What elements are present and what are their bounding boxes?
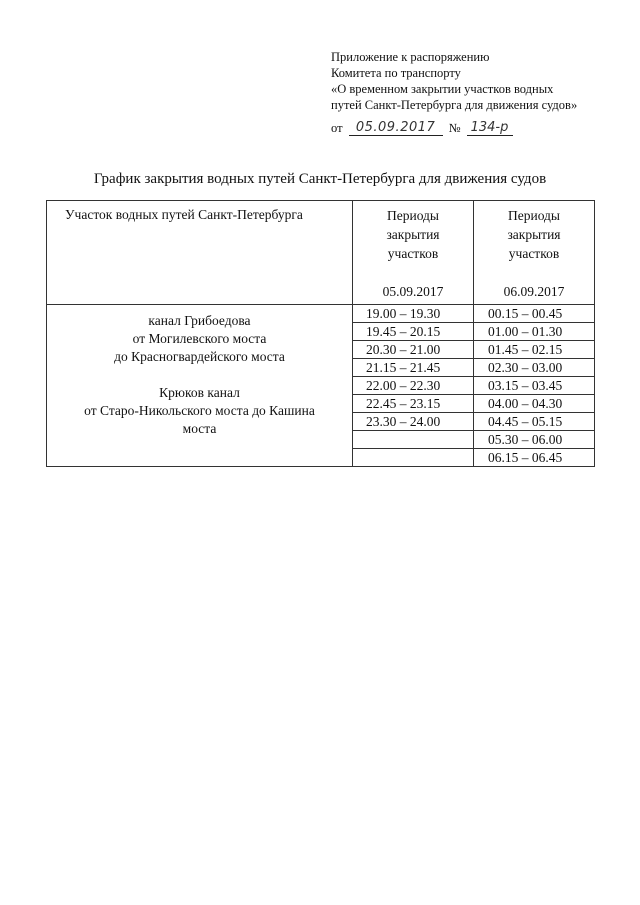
section-line: моста [182,421,217,436]
period-cell: 19.45 – 20.15 [353,323,473,341]
header-section: Участок водных путей Санкт-Петербурга [47,201,353,305]
closure-schedule-table [46,200,595,467]
section-description [47,305,353,467]
section-line: канал Грибоедова [148,313,251,328]
order-date-handwritten: 05.09.2017 [349,120,443,136]
header-period-col1 [353,201,474,305]
periods-col2 [474,305,595,467]
header-period-date: 06.09.2017 [503,284,565,299]
order-number-label: № [448,121,461,135]
header-period-line: закрытия [386,227,440,242]
period-cell: 21.15 – 21.45 [353,359,473,377]
period-cell [353,449,473,467]
header-period-line: Периоды [507,208,561,223]
annex-line: «О временном закрытии участков водных [331,82,554,96]
annex-line: путей Санкт-Петербурга для движения судов» [331,98,578,112]
section-line: Крюков канал [159,385,240,400]
header-period-line: участков [508,246,560,261]
header-period-col2 [474,201,595,305]
period-cell: 03.15 – 03.45 [474,377,594,395]
header-period-line: закрытия [507,227,561,242]
period-cell: 19.00 – 19.30 [353,305,473,323]
section-line: от Могилевского моста [132,331,267,346]
period-cell: 04.45 – 05.15 [474,413,594,431]
period-cell: 00.15 – 00.45 [474,305,594,323]
section-line: до Красногвардейского моста [114,349,285,364]
section-line: от Старо-Никольского моста до Кашина [84,403,315,418]
annex-line: Приложение к распоряжению [331,50,490,64]
period-cell: 05.30 – 06.00 [474,431,594,449]
order-number-handwritten: 134-р [467,120,513,136]
period-cell: 02.30 – 03.00 [474,359,594,377]
period-cell: 06.15 – 06.45 [488,450,563,465]
header-period-line: Периоды [386,208,440,223]
header-period-line: участков [387,246,439,261]
period-cell: 22.00 – 22.30 [353,377,473,395]
header-period-date: 05.09.2017 [382,284,444,299]
order-reference [331,120,513,136]
document-title: График закрытия водных путей Санкт-Петербурга для движения судов [93,171,547,187]
period-cell: 01.00 – 01.30 [474,323,594,341]
period-cell: 22.45 – 23.15 [353,395,473,413]
period-cell: 20.30 – 21.00 [353,341,473,359]
periods-col1 [353,305,474,467]
period-cell: 23.30 – 24.00 [353,413,473,431]
annex-line: Комитета по транспорту [331,66,461,80]
order-from-label: от [331,121,343,135]
period-cell: 04.00 – 04.30 [474,395,594,413]
period-cell [353,431,473,449]
annex-heading [331,49,577,113]
table-row [47,305,595,467]
table-header-row [47,201,595,305]
period-cell: 01.45 – 02.15 [474,341,594,359]
